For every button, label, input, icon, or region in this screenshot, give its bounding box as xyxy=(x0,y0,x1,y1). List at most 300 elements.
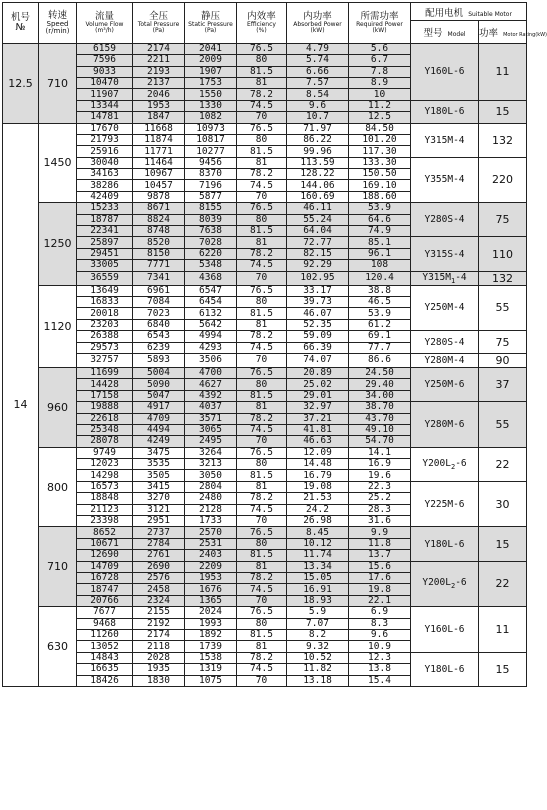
efficiency-cell: 74.5 xyxy=(237,180,287,191)
flow-cell: 25348 xyxy=(77,424,133,435)
efficiency-cell: 81 xyxy=(237,481,287,492)
required-power-cell: 19.8 xyxy=(349,584,411,595)
internal-power-cell: 46.63 xyxy=(287,436,349,447)
internal-power-cell: 21.53 xyxy=(287,493,349,504)
flow-cell: 13052 xyxy=(77,641,133,652)
total-pressure-cell: 3535 xyxy=(133,459,185,470)
required-power-cell: 34.00 xyxy=(349,390,411,401)
static-pressure-cell: 10277 xyxy=(185,146,237,157)
efficiency-cell: 74.5 xyxy=(237,424,287,435)
internal-power-cell: 5.74 xyxy=(287,55,349,66)
required-power-cell: 43.70 xyxy=(349,413,411,424)
internal-power-cell: 46.07 xyxy=(287,308,349,319)
static-pressure-cell: 3264 xyxy=(185,447,237,458)
internal-power-cell: 9.32 xyxy=(287,641,349,652)
static-pressure-cell: 7028 xyxy=(185,237,237,248)
total-pressure-cell: 10457 xyxy=(133,180,185,191)
header-speed: 转速 Speed (r/min) xyxy=(39,3,77,44)
internal-power-cell: 71.97 xyxy=(287,123,349,134)
required-power-cell: 84.50 xyxy=(349,123,411,134)
total-pressure-cell: 2193 xyxy=(133,66,185,77)
static-pressure-cell: 2570 xyxy=(185,527,237,538)
static-pressure-cell: 4392 xyxy=(185,390,237,401)
required-power-cell: 19.6 xyxy=(349,470,411,481)
motor-model-cell xyxy=(411,447,479,481)
internal-power-cell: 9.6 xyxy=(287,100,349,111)
required-power-cell: 16.9 xyxy=(349,459,411,470)
motor-power-cell: 15 xyxy=(479,527,527,561)
efficiency-cell: 81 xyxy=(237,77,287,88)
required-power-cell: 7.8 xyxy=(349,66,411,77)
motor-model-label: Y280S-4 xyxy=(424,336,465,348)
efficiency-cell: 76.5 xyxy=(237,607,287,618)
internal-power-cell: 24.2 xyxy=(287,504,349,515)
required-power-cell: 169.10 xyxy=(349,180,411,191)
flow-cell: 38286 xyxy=(77,180,133,191)
flow-cell: 36559 xyxy=(77,271,133,285)
motor-model-cell xyxy=(411,527,479,561)
internal-power-cell: 82.15 xyxy=(287,248,349,259)
static-pressure-cell: 9456 xyxy=(185,157,237,168)
flow-cell: 30040 xyxy=(77,157,133,168)
speed-cell: 960 xyxy=(39,367,77,447)
motor-power-cell: 15 xyxy=(479,100,527,123)
flow-cell: 29573 xyxy=(77,342,133,353)
internal-power-cell: 74.07 xyxy=(287,353,349,367)
flow-cell: 18747 xyxy=(77,584,133,595)
static-pressure-cell: 2495 xyxy=(185,436,237,447)
total-pressure-cell: 3505 xyxy=(133,470,185,481)
required-power-cell: 46.5 xyxy=(349,297,411,308)
motor-model-label: Y225M-6 xyxy=(424,498,465,510)
motor-power-cell: 132 xyxy=(479,271,527,285)
motor-power-cell: 132 xyxy=(479,123,527,157)
required-power-cell: 15.6 xyxy=(349,561,411,572)
motor-model-cell xyxy=(411,561,479,607)
motor-model-label: Y355M-4 xyxy=(424,174,465,186)
required-power-cell: 77.7 xyxy=(349,342,411,353)
flow-cell: 11699 xyxy=(77,367,133,378)
internal-power-cell: 66.39 xyxy=(287,342,349,353)
total-pressure-cell: 7341 xyxy=(133,271,185,285)
required-power-cell: 22.3 xyxy=(349,481,411,492)
static-pressure-cell: 3050 xyxy=(185,470,237,481)
total-pressure-cell: 2174 xyxy=(133,629,185,640)
required-power-cell: 38.8 xyxy=(349,285,411,296)
static-pressure-cell: 6547 xyxy=(185,285,237,296)
flow-cell: 11907 xyxy=(77,89,133,100)
flow-cell: 28078 xyxy=(77,436,133,447)
efficiency-cell: 70 xyxy=(237,191,287,202)
internal-power-cell: 26.98 xyxy=(287,516,349,527)
motor-power-cell: 37 xyxy=(479,367,527,401)
internal-power-cell: 5.9 xyxy=(287,607,349,618)
table-row xyxy=(3,157,527,168)
total-pressure-cell: 2737 xyxy=(133,527,185,538)
required-power-cell: 8.9 xyxy=(349,77,411,88)
efficiency-cell: 78.2 xyxy=(237,248,287,259)
motor-model-label: $Y315M_1-4$ xyxy=(422,271,467,285)
motor-power-cell: 90 xyxy=(479,353,527,367)
static-pressure-cell: 4368 xyxy=(185,271,237,285)
motor-power-cell: 22 xyxy=(479,561,527,607)
required-power-cell: 25.2 xyxy=(349,493,411,504)
flow-cell: 9749 xyxy=(77,447,133,458)
internal-power-cell: 11.74 xyxy=(287,550,349,561)
required-power-cell: 9.6 xyxy=(349,629,411,640)
total-pressure-cell: 3415 xyxy=(133,481,185,492)
internal-power-cell: 29.01 xyxy=(287,390,349,401)
flow-cell: 20018 xyxy=(77,308,133,319)
required-power-cell: 10 xyxy=(349,89,411,100)
flow-cell: 10470 xyxy=(77,77,133,88)
speed-cell: 710 xyxy=(39,43,77,123)
internal-power-cell: 64.04 xyxy=(287,226,349,237)
flow-cell: 18787 xyxy=(77,214,133,225)
motor-power-cell: 110 xyxy=(479,237,527,271)
flow-cell: 21793 xyxy=(77,134,133,145)
total-pressure-cell: 8671 xyxy=(133,203,185,214)
flow-cell: 14298 xyxy=(77,470,133,481)
total-pressure-cell: 5090 xyxy=(133,379,185,390)
motor-model-cell xyxy=(411,331,479,354)
required-power-cell: 61.2 xyxy=(349,319,411,330)
flow-cell: 7677 xyxy=(77,607,133,618)
required-power-cell: 11.8 xyxy=(349,538,411,549)
internal-power-cell: 10.7 xyxy=(287,112,349,123)
efficiency-cell: 81.5 xyxy=(237,66,287,77)
total-pressure-cell: 3270 xyxy=(133,493,185,504)
efficiency-cell: 78.2 xyxy=(237,493,287,504)
efficiency-cell: 81.5 xyxy=(237,146,287,157)
efficiency-cell: 70 xyxy=(237,112,287,123)
internal-power-cell: 144.06 xyxy=(287,180,349,191)
motor-power-cell: 11 xyxy=(479,43,527,100)
internal-power-cell: 92.29 xyxy=(287,260,349,271)
static-pressure-cell: 10973 xyxy=(185,123,237,134)
efficiency-cell: 78.2 xyxy=(237,169,287,180)
table-row xyxy=(3,203,527,214)
total-pressure-cell: 3121 xyxy=(133,504,185,515)
flow-cell: 29451 xyxy=(77,248,133,259)
flow-cell: 15233 xyxy=(77,203,133,214)
internal-power-cell: 13.34 xyxy=(287,561,349,572)
required-power-cell: 9.9 xyxy=(349,527,411,538)
header-static-pressure: 静压 Static Pressure (Pa) xyxy=(185,3,237,44)
static-pressure-cell: 3213 xyxy=(185,459,237,470)
required-power-cell: 108 xyxy=(349,260,411,271)
flow-cell: 32757 xyxy=(77,353,133,367)
static-pressure-cell: 1075 xyxy=(185,675,237,686)
motor-model-cell xyxy=(411,285,479,331)
total-pressure-cell: 6543 xyxy=(133,331,185,342)
flow-cell: 14709 xyxy=(77,561,133,572)
table-row xyxy=(3,447,527,458)
required-power-cell: 5.6 xyxy=(349,43,411,54)
table-row xyxy=(3,271,527,285)
static-pressure-cell: 6454 xyxy=(185,297,237,308)
efficiency-cell: 81 xyxy=(237,561,287,572)
motor-model-label: Y160L-6 xyxy=(424,623,465,635)
motor-model-label: Y280M-6 xyxy=(424,418,465,430)
static-pressure-cell: 3506 xyxy=(185,353,237,367)
total-pressure-cell: 11874 xyxy=(133,134,185,145)
required-power-cell: 86.6 xyxy=(349,353,411,367)
machine-no-cell: 14 xyxy=(3,123,39,686)
internal-power-cell: 55.24 xyxy=(287,214,349,225)
static-pressure-cell: 2531 xyxy=(185,538,237,549)
total-pressure-cell: 2046 xyxy=(133,89,185,100)
static-pressure-cell: 2024 xyxy=(185,607,237,618)
static-pressure-cell: 1676 xyxy=(185,584,237,595)
flow-cell: 16573 xyxy=(77,481,133,492)
speed-cell: 1250 xyxy=(39,203,77,285)
total-pressure-cell: 1830 xyxy=(133,675,185,686)
total-pressure-cell: 2028 xyxy=(133,652,185,663)
efficiency-cell: 81.5 xyxy=(237,629,287,640)
efficiency-cell: 78.2 xyxy=(237,89,287,100)
total-pressure-cell: 4709 xyxy=(133,413,185,424)
header-suitable-motor: 配用电机 Suitable Motor xyxy=(411,3,527,21)
flow-cell: 13344 xyxy=(77,100,133,111)
static-pressure-cell: 1319 xyxy=(185,664,237,675)
speed-cell: 800 xyxy=(39,447,77,527)
static-pressure-cell: 4994 xyxy=(185,331,237,342)
efficiency-cell: 81.5 xyxy=(237,470,287,481)
static-pressure-cell: 8039 xyxy=(185,214,237,225)
static-pressure-cell: 1365 xyxy=(185,595,237,606)
required-power-cell: 12.3 xyxy=(349,652,411,663)
internal-power-cell: 46.11 xyxy=(287,203,349,214)
efficiency-cell: 81 xyxy=(237,319,287,330)
total-pressure-cell: 9878 xyxy=(133,191,185,202)
static-pressure-cell: 6220 xyxy=(185,248,237,259)
total-pressure-cell: 2324 xyxy=(133,595,185,606)
efficiency-cell: 78.2 xyxy=(237,652,287,663)
table-body xyxy=(3,43,527,686)
total-pressure-cell: 2458 xyxy=(133,584,185,595)
internal-power-cell: 8.45 xyxy=(287,527,349,538)
flow-cell: 18426 xyxy=(77,675,133,686)
motor-model-label: Y280S-4 xyxy=(424,214,465,226)
flow-cell: 21123 xyxy=(77,504,133,515)
efficiency-cell: 76.5 xyxy=(237,285,287,296)
efficiency-cell: 70 xyxy=(237,436,287,447)
table-row xyxy=(3,43,527,54)
motor-model-cell xyxy=(411,353,479,367)
efficiency-cell: 81 xyxy=(237,237,287,248)
motor-model-label: Y315M-4 xyxy=(424,134,465,146)
internal-power-cell: 15.05 xyxy=(287,572,349,583)
motor-power-cell: 75 xyxy=(479,203,527,237)
efficiency-cell: 78.2 xyxy=(237,413,287,424)
total-pressure-cell: 7084 xyxy=(133,297,185,308)
internal-power-cell: 10.12 xyxy=(287,538,349,549)
flow-cell: 42409 xyxy=(77,191,133,202)
speed-cell: 1120 xyxy=(39,285,77,367)
flow-cell: 22341 xyxy=(77,226,133,237)
motor-model-cell xyxy=(411,271,479,285)
motor-power-cell: 11 xyxy=(479,607,527,653)
efficiency-cell: 76.5 xyxy=(237,123,287,134)
static-pressure-cell: 5348 xyxy=(185,260,237,271)
internal-power-cell: 59.09 xyxy=(287,331,349,342)
motor-model-cell xyxy=(411,652,479,686)
efficiency-cell: 76.5 xyxy=(237,43,287,54)
static-pressure-cell: 1733 xyxy=(185,516,237,527)
total-pressure-cell: 5047 xyxy=(133,390,185,401)
total-pressure-cell: 2576 xyxy=(133,572,185,583)
required-power-cell: 54.70 xyxy=(349,436,411,447)
static-pressure-cell: 7638 xyxy=(185,226,237,237)
static-pressure-cell: 1993 xyxy=(185,618,237,629)
flow-cell: 11260 xyxy=(77,629,133,640)
flow-cell: 12690 xyxy=(77,550,133,561)
speed-cell: 630 xyxy=(39,607,77,687)
static-pressure-cell: 1330 xyxy=(185,100,237,111)
internal-power-cell: 18.93 xyxy=(287,595,349,606)
internal-power-cell: 33.17 xyxy=(287,285,349,296)
static-pressure-cell: 4293 xyxy=(185,342,237,353)
required-power-cell: 133.30 xyxy=(349,157,411,168)
internal-power-cell: 6.66 xyxy=(287,66,349,77)
flow-cell: 19888 xyxy=(77,402,133,413)
total-pressure-cell: 1847 xyxy=(133,112,185,123)
flow-cell: 10671 xyxy=(77,538,133,549)
flow-cell: 16728 xyxy=(77,572,133,583)
internal-power-cell: 37.21 xyxy=(287,413,349,424)
motor-model-label: Y160L-6 xyxy=(424,66,465,78)
motor-model-label: Y180L-6 xyxy=(424,106,465,118)
motor-model-cell xyxy=(411,203,479,237)
total-pressure-cell: 7023 xyxy=(133,308,185,319)
required-power-cell: 101.20 xyxy=(349,134,411,145)
efficiency-cell: 70 xyxy=(237,353,287,367)
static-pressure-cell: 1953 xyxy=(185,572,237,583)
internal-power-cell: 113.59 xyxy=(287,157,349,168)
efficiency-cell: 80 xyxy=(237,459,287,470)
efficiency-cell: 74.5 xyxy=(237,664,287,675)
efficiency-cell: 74.5 xyxy=(237,504,287,515)
motor-model-label: Y250M-6 xyxy=(424,379,465,391)
motor-model-label: Y250M-4 xyxy=(424,302,465,314)
efficiency-cell: 74.5 xyxy=(237,584,287,595)
total-pressure-cell: 3475 xyxy=(133,447,185,458)
total-pressure-cell: 4494 xyxy=(133,424,185,435)
flow-cell: 22618 xyxy=(77,413,133,424)
total-pressure-cell: 2761 xyxy=(133,550,185,561)
static-pressure-cell: 2403 xyxy=(185,550,237,561)
required-power-cell: 12.5 xyxy=(349,112,411,123)
header-motor-power: 功率 Motor Rating(kW) xyxy=(479,20,527,43)
required-power-cell: 120.4 xyxy=(349,271,411,285)
required-power-cell: 74.9 xyxy=(349,226,411,237)
internal-power-cell: 39.73 xyxy=(287,297,349,308)
total-pressure-cell: 11464 xyxy=(133,157,185,168)
required-power-cell: 22.1 xyxy=(349,595,411,606)
flow-cell: 23398 xyxy=(77,516,133,527)
efficiency-cell: 70 xyxy=(237,595,287,606)
static-pressure-cell: 4627 xyxy=(185,379,237,390)
static-pressure-cell: 7196 xyxy=(185,180,237,191)
table-row xyxy=(3,402,527,413)
header-machine-no: 机号 № xyxy=(3,3,39,44)
total-pressure-cell: 2118 xyxy=(133,641,185,652)
required-power-cell: 96.1 xyxy=(349,248,411,259)
static-pressure-cell: 1538 xyxy=(185,652,237,663)
required-power-cell: 28.3 xyxy=(349,504,411,515)
static-pressure-cell: 1082 xyxy=(185,112,237,123)
total-pressure-cell: 8824 xyxy=(133,214,185,225)
total-pressure-cell: 2137 xyxy=(133,77,185,88)
internal-power-cell: 52.35 xyxy=(287,319,349,330)
table-row xyxy=(3,367,527,378)
total-pressure-cell: 2784 xyxy=(133,538,185,549)
flow-cell: 26388 xyxy=(77,331,133,342)
total-pressure-cell: 2690 xyxy=(133,561,185,572)
internal-power-cell: 41.81 xyxy=(287,424,349,435)
required-power-cell: 15.4 xyxy=(349,675,411,686)
flow-cell: 9033 xyxy=(77,66,133,77)
static-pressure-cell: 8155 xyxy=(185,203,237,214)
flow-cell: 16635 xyxy=(77,664,133,675)
efficiency-cell: 74.5 xyxy=(237,342,287,353)
header-required-power: 所需功率 Required Power (kW) xyxy=(349,3,411,44)
fan-performance-table xyxy=(2,2,547,687)
table-row xyxy=(3,353,527,367)
required-power-cell: 6.9 xyxy=(349,607,411,618)
machine-no-cell: 12.5 xyxy=(3,43,39,123)
table-row xyxy=(3,331,527,342)
required-power-cell: 13.7 xyxy=(349,550,411,561)
motor-model-label: Y280M-4 xyxy=(424,354,465,366)
required-power-cell: 188.60 xyxy=(349,191,411,202)
internal-power-cell: 8.54 xyxy=(287,89,349,100)
motor-power-cell: 30 xyxy=(479,481,527,527)
efficiency-cell: 70 xyxy=(237,675,287,686)
speed-cell: 710 xyxy=(39,527,77,607)
efficiency-cell: 81.5 xyxy=(237,550,287,561)
motor-model-cell xyxy=(411,607,479,653)
static-pressure-cell: 1753 xyxy=(185,77,237,88)
table-row xyxy=(3,481,527,492)
motor-model-cell xyxy=(411,157,479,203)
motor-model-cell xyxy=(411,481,479,527)
flow-cell: 23203 xyxy=(77,319,133,330)
flow-cell: 25897 xyxy=(77,237,133,248)
flow-cell: 14781 xyxy=(77,112,133,123)
table-row xyxy=(3,527,527,538)
fan-performance-table-wrapper xyxy=(2,2,547,687)
flow-cell: 13649 xyxy=(77,285,133,296)
internal-power-cell: 7.07 xyxy=(287,618,349,629)
internal-power-cell: 13.18 xyxy=(287,675,349,686)
flow-cell: 25916 xyxy=(77,146,133,157)
required-power-cell: 24.50 xyxy=(349,367,411,378)
table-row xyxy=(3,561,527,572)
static-pressure-cell: 5642 xyxy=(185,319,237,330)
flow-cell: 12023 xyxy=(77,459,133,470)
required-power-cell: 53.9 xyxy=(349,203,411,214)
flow-cell: 9468 xyxy=(77,618,133,629)
internal-power-cell: 16.91 xyxy=(287,584,349,595)
total-pressure-cell: 5893 xyxy=(133,353,185,367)
efficiency-cell: 76.5 xyxy=(237,367,287,378)
total-pressure-cell: 11771 xyxy=(133,146,185,157)
efficiency-cell: 81.5 xyxy=(237,308,287,319)
efficiency-cell: 81 xyxy=(237,402,287,413)
total-pressure-cell: 5004 xyxy=(133,367,185,378)
